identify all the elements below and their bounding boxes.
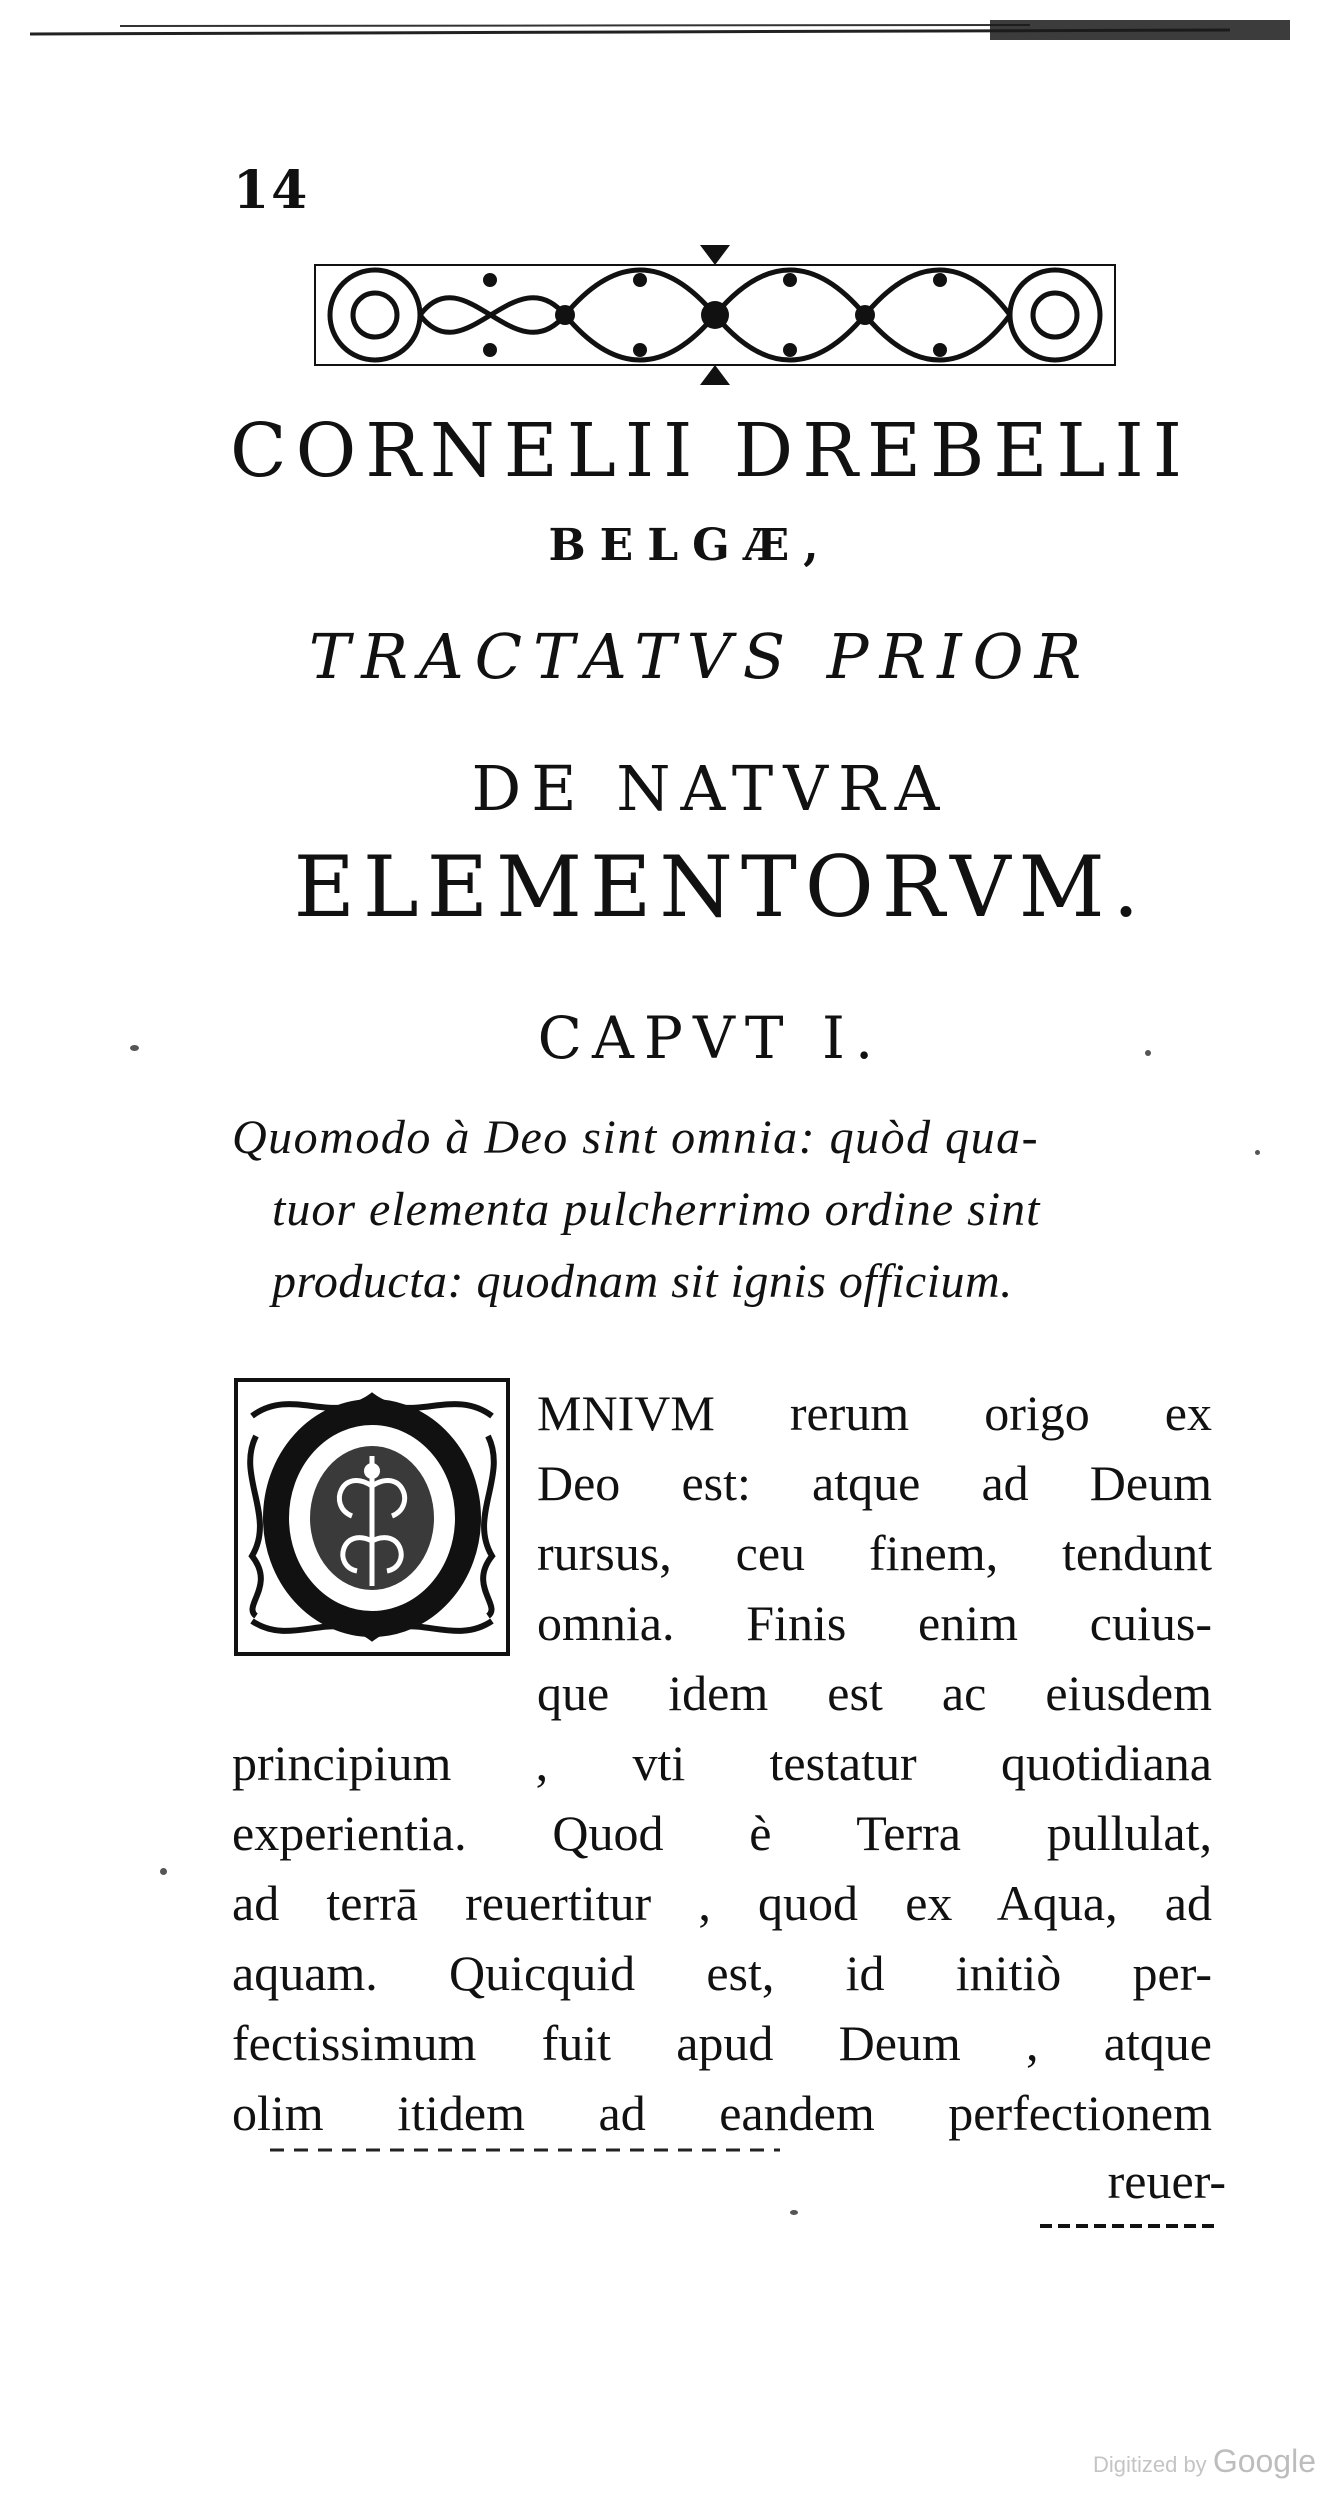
top-edge-rule	[30, 20, 1310, 42]
watermark-brand: Google	[1212, 2443, 1316, 2479]
body-line: omnia. Finis enim cuius-	[537, 1595, 1212, 1651]
body-text	[232, 1378, 1212, 2148]
bottom-dashes	[270, 2146, 780, 2154]
catchword: reuer-	[1107, 2153, 1226, 2209]
body-line: ad terrā reuertitur , quod ex Aqua, ad	[232, 1875, 1212, 1931]
ink-speck	[160, 1868, 167, 1875]
title-nationality: BELGÆ,	[548, 520, 833, 571]
title-author: CORNELII DREBELII	[230, 408, 1191, 494]
ink-speck	[1145, 1050, 1151, 1056]
body-line: experientia. Quod è Terra pullulat,	[232, 1805, 1212, 1861]
ink-speck	[130, 1045, 139, 1051]
digitization-watermark	[1093, 2443, 1316, 2480]
watermark-prefix: Digitized by	[1092, 2452, 1207, 2477]
body-line: principium , vti testatur quotidiana	[232, 1735, 1212, 1791]
catchword-underline	[1040, 2222, 1220, 2230]
chapter-summary	[232, 1102, 1212, 1318]
body-line: MNIVM rerum origo ex	[537, 1385, 1212, 1441]
body-line: que idem est ac eiusdem	[537, 1665, 1212, 1721]
title-subject: DE NATVRA	[471, 752, 950, 825]
page-number: 14	[233, 160, 310, 221]
summary-line: Quomodo à Deo sint omnia: quòd qua-	[232, 1111, 1040, 1164]
title-treatise: TRACTATVS PRIOR	[308, 620, 1093, 693]
body-line: aquam. Quicquid est, id initiò per-	[232, 1945, 1212, 2001]
ornamental-headpiece	[305, 235, 1125, 390]
body-line: rursus, ceu finem, tendunt	[537, 1525, 1212, 1581]
summary-line: tuor elementa pulcherrimo ordine sint	[272, 1183, 1041, 1236]
title-elements: ELEMENTORVM.	[293, 838, 1148, 936]
ink-speck	[790, 2210, 798, 2215]
summary-line: producta: quodnam sit ignis officium.	[272, 1255, 1013, 1308]
body-line: olim itidem ad eandem perfectionem	[232, 2085, 1212, 2141]
chapter-heading: CAPVT I.	[537, 1004, 884, 1072]
body-line: Deo est: atque ad Deum	[537, 1455, 1212, 1511]
ink-speck	[1255, 1150, 1260, 1155]
body-line: fectissimum fuit apud Deum , atque	[232, 2015, 1212, 2071]
